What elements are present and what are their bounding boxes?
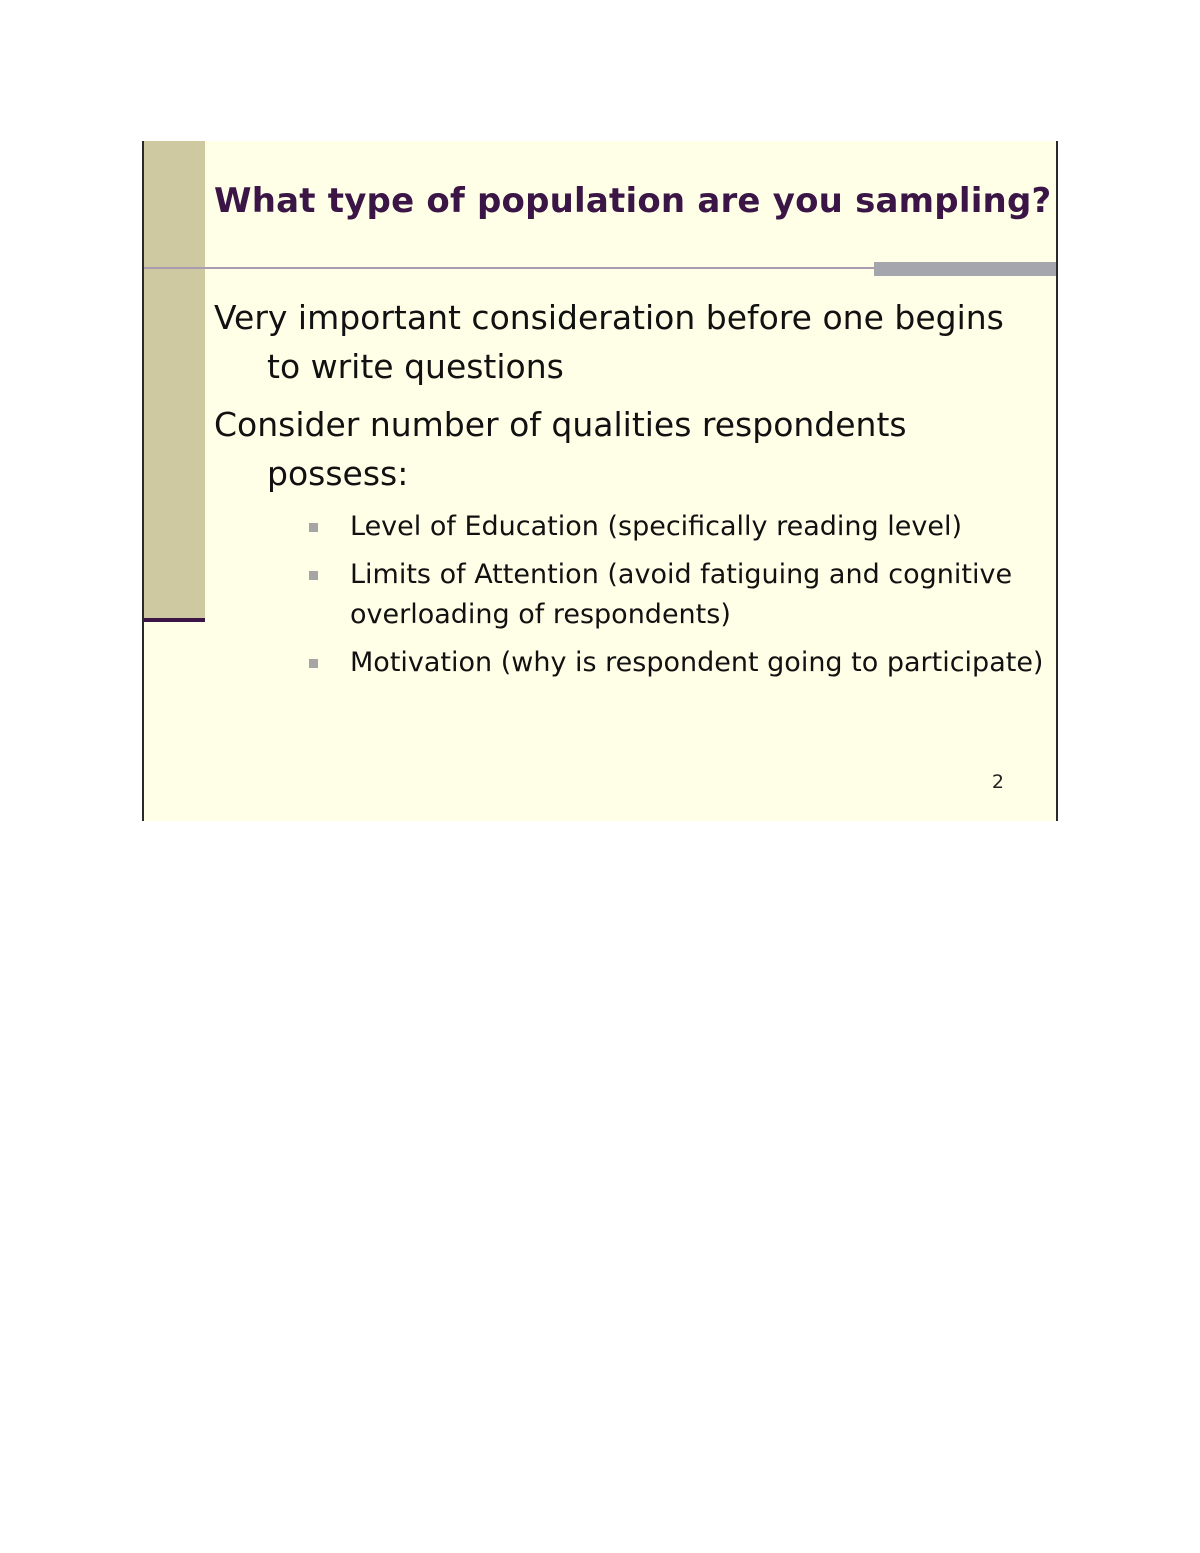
square-bullet-icon: [309, 523, 318, 532]
title-divider-accent: [874, 262, 1056, 276]
square-bullet-icon: [309, 571, 318, 580]
left-accent-line: [144, 618, 205, 622]
sub-bullet-text: Level of Education (specifically reading level): [350, 511, 962, 542]
slide-number: 2: [991, 771, 1004, 793]
sub-bullet-text: Motivation (why is respondent going to participate): [350, 647, 1044, 678]
bullet-point-2: Consider number of qualities respondents possess:: [214, 405, 907, 493]
slide-title: What type of population are you sampling?: [214, 181, 1052, 221]
slide-body: [214, 293, 1044, 691]
sub-bullet-item: [214, 643, 1044, 683]
sub-bullet-text: Limits of Attention (avoid fatiguing and cognitive overloading of respondents): [350, 559, 1013, 630]
slide: [142, 141, 1058, 821]
sub-bullet-list: [214, 507, 1044, 683]
sub-bullet-item: [214, 555, 1044, 635]
bullet-point-1: Very important consideration before one begins to write questions: [214, 298, 1004, 386]
sub-bullet-item: [214, 507, 1044, 547]
left-sidebar-bar: [144, 141, 205, 619]
square-bullet-icon: [309, 659, 318, 668]
